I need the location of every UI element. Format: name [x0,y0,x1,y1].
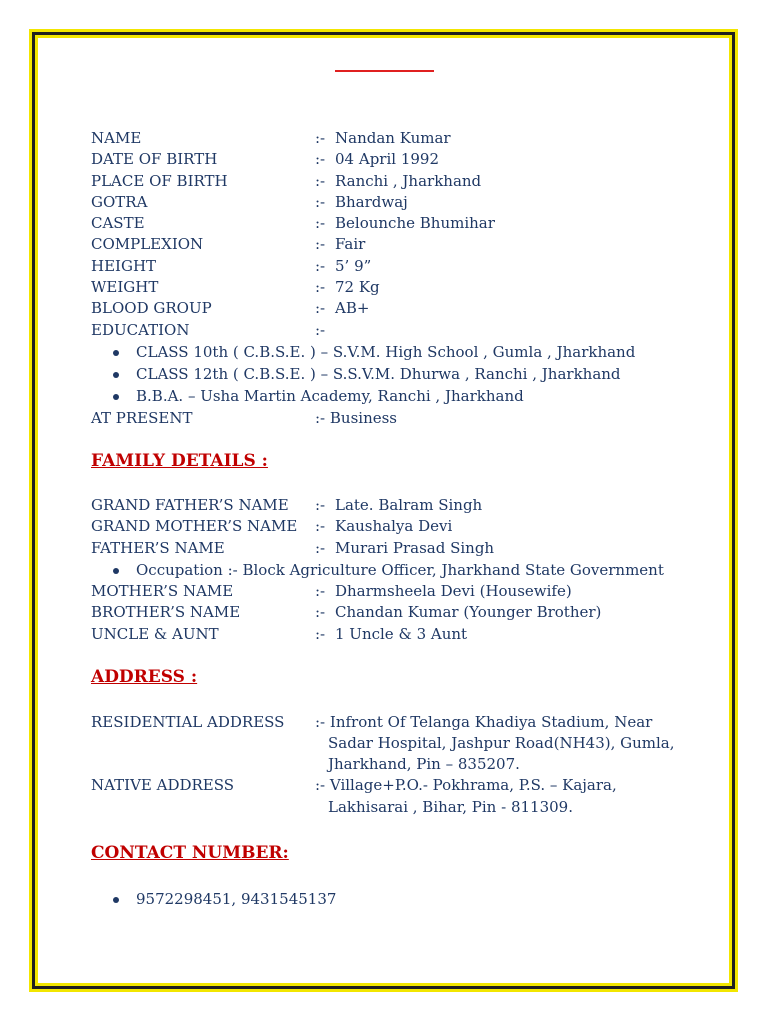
family-details-heading: FAMILY DETAILS : [91,451,268,471]
address-heading: ADDRESS : [91,667,198,687]
bullet-icon [113,394,119,400]
bullet-icon [113,897,119,903]
contact-number-heading: CONTACT NUMBER: [91,843,289,863]
bullet-icon [113,372,119,378]
top-red-rule [335,70,434,72]
bullet-icon [113,350,119,356]
bullet-icon [113,568,119,574]
